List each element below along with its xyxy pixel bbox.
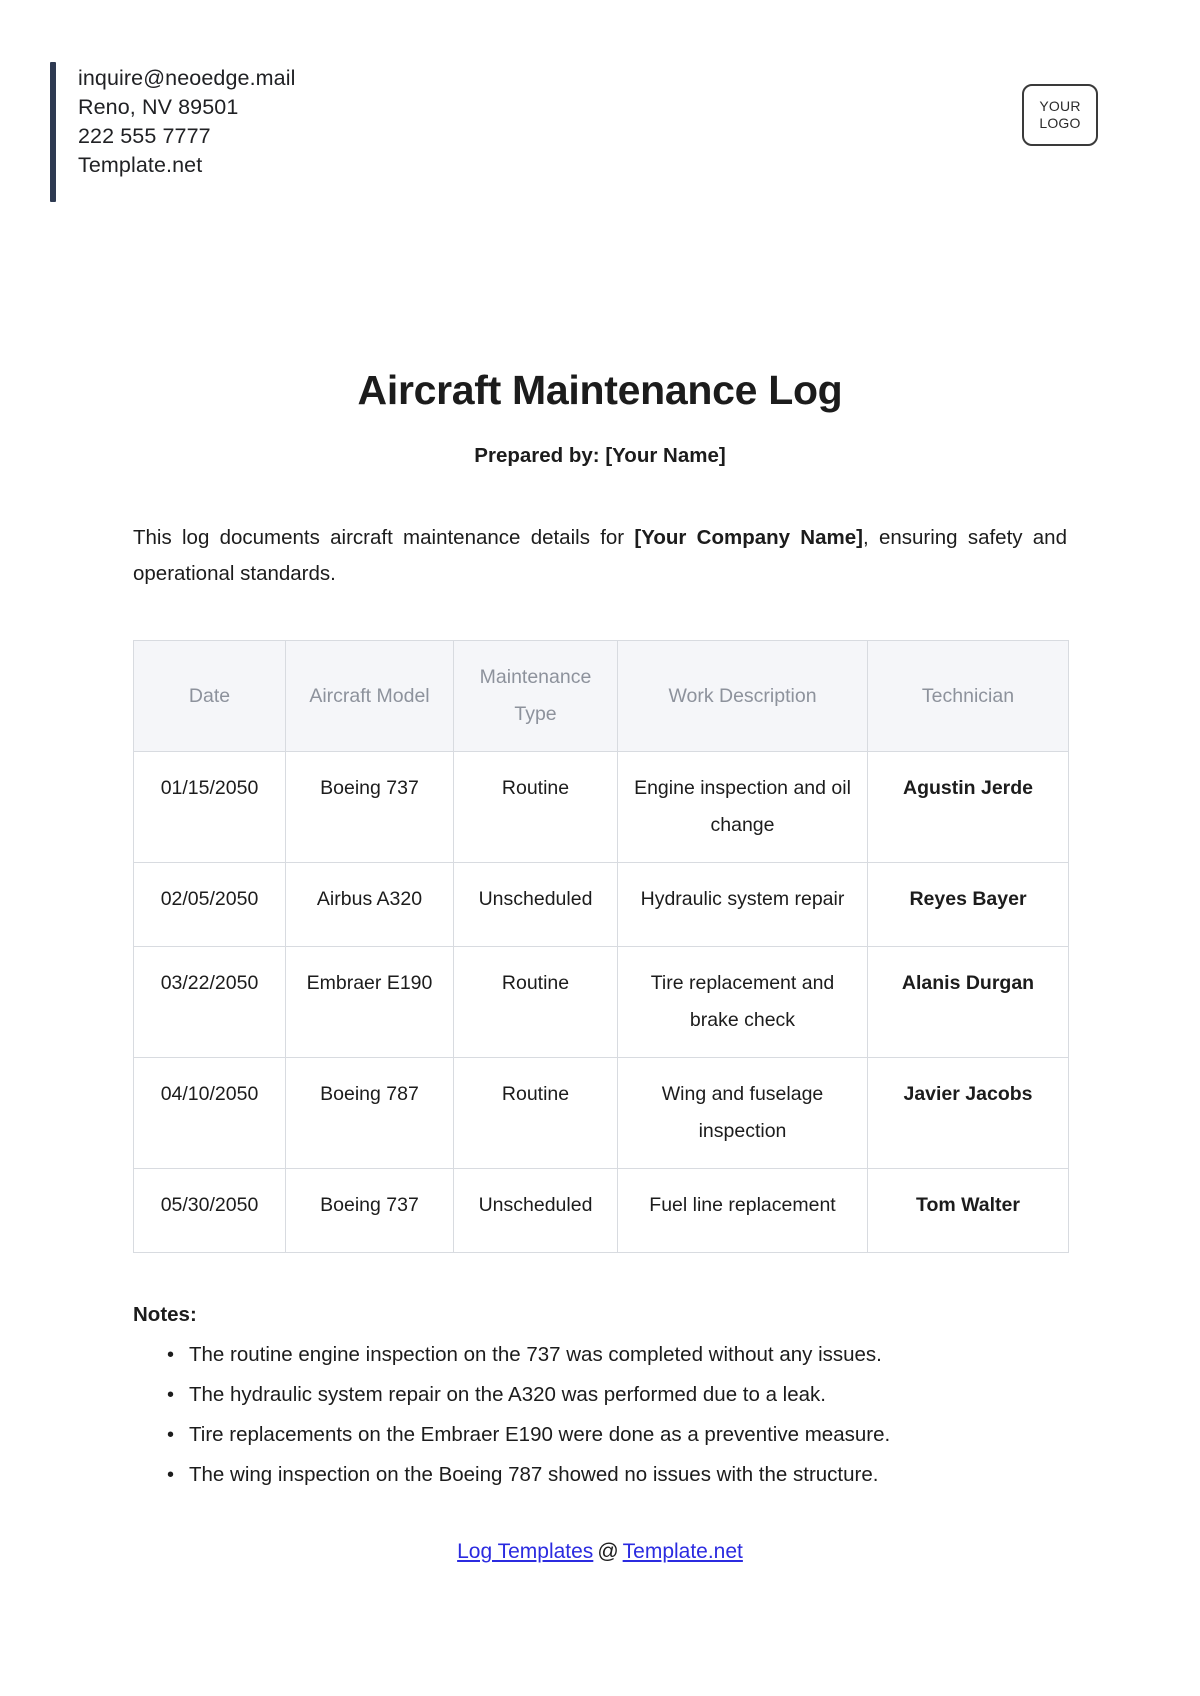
list-item: • The hydraulic system repair on the A320 was performed due to a leak. bbox=[167, 1375, 1068, 1415]
cell-model: Embraer E190 bbox=[286, 947, 454, 1058]
cell-technician: Alanis Durgan bbox=[868, 947, 1069, 1058]
logo-placeholder bbox=[1022, 84, 1098, 146]
cell-model: Boeing 737 bbox=[286, 1169, 454, 1253]
cell-type: Routine bbox=[454, 947, 618, 1058]
column-header-maintenance-type: Maintenance Type bbox=[454, 641, 618, 752]
logo-line-2: LOGO bbox=[1039, 115, 1081, 131]
title-block bbox=[0, 367, 1200, 468]
contact-block bbox=[50, 62, 295, 202]
cell-date: 04/10/2050 bbox=[134, 1058, 286, 1169]
cell-description: Hydraulic system repair bbox=[618, 863, 868, 947]
document-footer bbox=[0, 1540, 1200, 1564]
notes-heading: Notes: bbox=[133, 1303, 197, 1326]
contact-lines bbox=[78, 62, 295, 202]
accent-bar bbox=[50, 62, 56, 202]
list-item: • Tire replacements on the Embraer E190 were done as a preventive measure. bbox=[167, 1415, 1068, 1455]
cell-type: Routine bbox=[454, 1058, 618, 1169]
cell-model: Boeing 787 bbox=[286, 1058, 454, 1169]
intro-paragraph bbox=[133, 520, 1067, 592]
contact-address: Reno, NV 89501 bbox=[78, 95, 239, 119]
column-header-date: Date bbox=[134, 641, 286, 752]
column-header-technician: Technician bbox=[868, 641, 1069, 752]
cell-type: Unscheduled bbox=[454, 1169, 618, 1253]
intro-company-name: [Your Company Name] bbox=[634, 526, 863, 549]
footer-separator: @ bbox=[597, 1540, 619, 1563]
contact-phone: 222 555 7777 bbox=[78, 124, 211, 148]
cell-description: Fuel line replacement bbox=[618, 1169, 868, 1253]
table-body bbox=[134, 752, 1069, 1253]
logo-line-1: YOUR bbox=[1039, 98, 1081, 114]
footer-link-template-net[interactable]: Template.net bbox=[622, 1540, 743, 1563]
table-row bbox=[134, 1058, 1069, 1169]
cell-date: 05/30/2050 bbox=[134, 1169, 286, 1253]
footer-link-log-templates[interactable]: Log Templates bbox=[457, 1540, 594, 1563]
cell-type: Routine bbox=[454, 752, 618, 863]
table-row bbox=[134, 1169, 1069, 1253]
page-title: Aircraft Maintenance Log bbox=[357, 367, 843, 413]
notes-section bbox=[133, 1303, 1068, 1495]
list-item: • The wing inspection on the Boeing 787 showed no issues with the structure. bbox=[167, 1455, 1068, 1495]
notes-list bbox=[133, 1335, 1068, 1495]
cell-model: Airbus A320 bbox=[286, 863, 454, 947]
cell-technician: Reyes Bayer bbox=[868, 863, 1069, 947]
cell-date: 03/22/2050 bbox=[134, 947, 286, 1058]
table-header bbox=[134, 641, 1069, 752]
cell-technician: Javier Jacobs bbox=[868, 1058, 1069, 1169]
cell-description: Engine inspection and oil change bbox=[618, 752, 868, 863]
column-header-work-description: Work Description bbox=[618, 641, 868, 752]
intro-before: This log documents aircraft maintenance details for bbox=[133, 526, 635, 549]
cell-description: Tire replacement and brake check bbox=[618, 947, 868, 1058]
list-item: • The routine engine inspection on the 737 was completed without any issues. bbox=[167, 1335, 1068, 1375]
cell-date: 01/15/2050 bbox=[134, 752, 286, 863]
cell-date: 02/05/2050 bbox=[134, 863, 286, 947]
cell-technician: Tom Walter bbox=[868, 1169, 1069, 1253]
document-header bbox=[0, 0, 1200, 202]
table-row bbox=[134, 863, 1069, 947]
cell-type: Unscheduled bbox=[454, 863, 618, 947]
maintenance-log-table bbox=[133, 640, 1069, 1253]
intro-after: , ensuring safety and operational standards. bbox=[133, 526, 1067, 585]
prepared-by: Prepared by: [Your Name] bbox=[474, 444, 726, 467]
cell-description: Wing and fuselage inspection bbox=[618, 1058, 868, 1169]
column-header-aircraft-model: Aircraft Model bbox=[286, 641, 454, 752]
table-row bbox=[134, 752, 1069, 863]
contact-email: inquire@neoedge.mail bbox=[78, 66, 296, 90]
contact-website: Template.net bbox=[78, 153, 203, 177]
table-row bbox=[134, 947, 1069, 1058]
cell-model: Boeing 737 bbox=[286, 752, 454, 863]
cell-technician: Agustin Jerde bbox=[868, 752, 1069, 863]
table-header-row bbox=[134, 641, 1069, 752]
